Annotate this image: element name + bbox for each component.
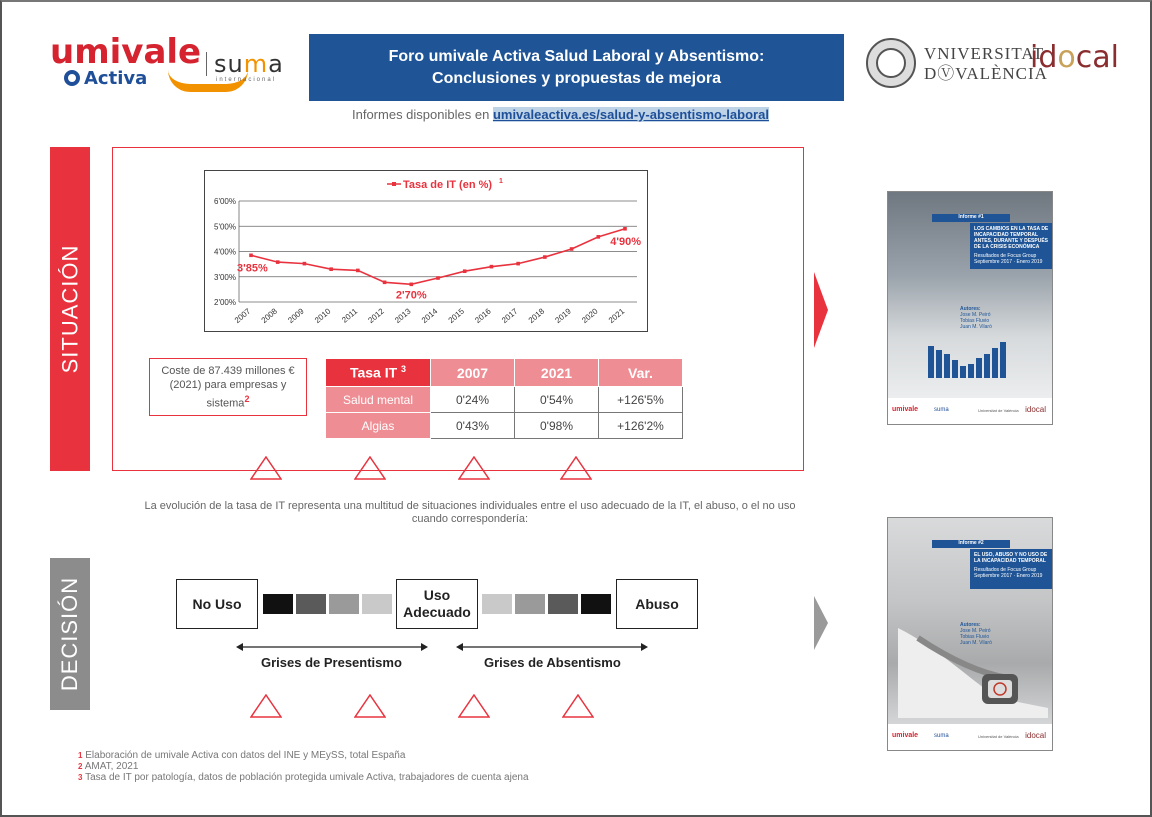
it-pathology-table bbox=[325, 358, 683, 439]
idocal-post: cal bbox=[1075, 40, 1119, 75]
gray-square bbox=[581, 594, 611, 614]
chart-x-tick-label: 2009 bbox=[286, 306, 306, 325]
table-cell: 0'43% bbox=[431, 413, 515, 439]
table-header-row bbox=[326, 359, 683, 387]
chart-data-label: 2'70% bbox=[395, 289, 427, 302]
report-cover-2[interactable] bbox=[887, 517, 1053, 751]
it-rate-chart-svg bbox=[205, 171, 649, 333]
chart-x-tick-label: 2018 bbox=[526, 306, 547, 325]
gray-square bbox=[515, 594, 545, 614]
decision-band bbox=[50, 558, 90, 710]
chart-x-tick-label: 2020 bbox=[580, 306, 600, 325]
chart-title-sup: 1 bbox=[499, 178, 503, 185]
footnote-text: AMAT, 2021 bbox=[84, 761, 139, 772]
abuso-box: Abuso bbox=[616, 579, 698, 629]
umivale-logo-text: umivale bbox=[50, 32, 202, 72]
chart-y-tick-label: 2'00% bbox=[214, 298, 236, 307]
page-title-line2: Conclusiones y propuestas de mejora bbox=[432, 69, 721, 87]
cover-2-suma: suma bbox=[934, 733, 949, 739]
cover-1-author: Tobias Fluvio bbox=[960, 318, 990, 324]
cover-1-author: Jose M. Peiró bbox=[960, 312, 991, 318]
footnotes bbox=[78, 750, 529, 783]
cover-2-sub: Resultados de Focus Group Septiembre 2017 · Enero 2019 bbox=[974, 567, 1043, 579]
chart-data-point bbox=[436, 276, 440, 280]
cover-2-title: EL USO, ABUSO Y NO USO DE LA INCAPACIDAD TEMPORAL bbox=[974, 552, 1048, 564]
chart-x-tick-label: 2014 bbox=[419, 306, 440, 325]
table-cell: 0'54% bbox=[515, 387, 599, 413]
chart-series-line bbox=[251, 229, 625, 285]
red-arrow-icon bbox=[814, 272, 828, 348]
cover-2-umivale: umivale bbox=[892, 732, 919, 739]
universitat-valencia-seal-icon bbox=[866, 38, 916, 88]
cover-1-suma: suma bbox=[934, 407, 949, 413]
cover-1-footer bbox=[888, 398, 1052, 424]
informes-line bbox=[352, 107, 769, 122]
it-rate-chart bbox=[204, 170, 648, 332]
decision-label: DECISIÓN bbox=[57, 576, 83, 692]
suma-logo-subtitle: internacional bbox=[216, 77, 277, 83]
cover-2-title-box bbox=[970, 549, 1053, 589]
situacion-band bbox=[50, 147, 90, 471]
chart-data-point bbox=[356, 269, 360, 273]
grises-absentismo-label: Grises de Absentismo bbox=[484, 655, 621, 670]
footnote bbox=[78, 761, 529, 772]
activa-logo-text: Activa bbox=[84, 68, 148, 89]
table-row-label: Algias bbox=[326, 413, 431, 439]
footnote-text: Tasa de IT por patología, datos de población protegida umivale Activa, trabajadores de cuenta ajena bbox=[85, 772, 529, 783]
chart-data-point bbox=[303, 262, 307, 266]
uso-adecuado-box bbox=[396, 579, 478, 629]
coste-sup: 2 bbox=[244, 394, 250, 404]
uso-adecuado-line1: Uso bbox=[423, 587, 451, 603]
cover-1-title-box bbox=[970, 223, 1053, 269]
cover-1-uv: Universitat de València bbox=[978, 408, 1019, 413]
chart-data-point bbox=[570, 247, 574, 251]
footnote-text: Elaboración de umivale Activa con datos del INE y MEySS, total España bbox=[85, 750, 406, 761]
table-header-sup: 3 bbox=[401, 364, 407, 375]
chart-y-tick-label: 3'00% bbox=[214, 272, 236, 282]
report-cover-1[interactable] bbox=[887, 191, 1053, 425]
cover-2-idocal: idocal bbox=[1025, 731, 1046, 740]
cover-1-tag: Informe #1 bbox=[932, 214, 1010, 222]
table-row bbox=[326, 387, 683, 413]
chart-data-point bbox=[249, 253, 253, 257]
coste-line2: (2021) para empresas y bbox=[169, 379, 287, 391]
cover-2-author: Juan M. Vilaró bbox=[960, 640, 992, 646]
chart-data-point bbox=[383, 281, 387, 285]
chart-x-tick-label: 2019 bbox=[553, 306, 573, 325]
table-row bbox=[326, 413, 683, 439]
coste-line1: Coste de 87.439 millones € bbox=[161, 365, 295, 377]
coste-line3: sistema bbox=[206, 397, 245, 410]
chart-x-tick-label: 2010 bbox=[313, 306, 333, 325]
informes-text: Informes disponibles en bbox=[352, 107, 490, 122]
suma-logo-m: m bbox=[243, 50, 269, 78]
cover-1-title: LOS CAMBIOS EN LA TASA DE INCAPACIDAD TEMPORAL ANTES, DURANTE Y DESPUÉS DE LA CRISIS ECONÓMICA bbox=[974, 226, 1049, 250]
chart-x-tick-label: 2007 bbox=[232, 306, 253, 325]
footnote bbox=[78, 772, 529, 783]
chart-title: Tasa de IT (en %) bbox=[403, 179, 493, 191]
table-cell: +126'5% bbox=[599, 387, 683, 413]
chart-x-tick-label: 2013 bbox=[393, 306, 413, 325]
cover-2-alarm-clock-photo-icon bbox=[898, 618, 1048, 718]
middle-text-line2: cuando correspondería: bbox=[411, 513, 529, 525]
table-header-tasa bbox=[326, 359, 431, 387]
uso-adecuado-line2: Adecuado bbox=[403, 604, 471, 620]
suma-logo bbox=[214, 50, 284, 78]
chart-x-tick-label: 2021 bbox=[606, 306, 627, 325]
chart-y-tick-label: 5'00% bbox=[214, 222, 236, 232]
activa-logo-mark bbox=[64, 70, 80, 86]
cover-1-sub: Resultados de Focus Group Septiembre 2017 · Enero 2019 bbox=[974, 253, 1043, 265]
logo-separator bbox=[206, 52, 207, 76]
chart-data-label: 3'85% bbox=[237, 262, 268, 275]
idocal-logo bbox=[1030, 40, 1119, 75]
cover-1-authors-label: Autores: bbox=[960, 306, 981, 312]
cover-1-author: Juan M. Vilaró bbox=[960, 324, 992, 330]
gray-square bbox=[482, 594, 512, 614]
middle-description bbox=[120, 500, 820, 526]
chart-x-tick-label: 2011 bbox=[340, 306, 360, 325]
chart-data-label: 4'90% bbox=[610, 235, 641, 248]
chart-data-point bbox=[329, 267, 333, 271]
table-header-var: Var. bbox=[599, 359, 683, 387]
umivale-activa-logo bbox=[50, 30, 202, 90]
uv-line2: DⓋVALÈNCIA bbox=[924, 64, 1048, 83]
no-uso-box: No Uso bbox=[176, 579, 258, 629]
cover-1-bar-chart-icon bbox=[928, 340, 1012, 380]
situacion-label: SITUACIÓN bbox=[57, 244, 83, 374]
table-header-2007: 2007 bbox=[431, 359, 515, 387]
grises-presentismo-label: Grises de Presentismo bbox=[261, 655, 402, 670]
gray-square bbox=[296, 594, 326, 614]
chart-x-tick-label: 2008 bbox=[259, 306, 279, 325]
table-cell: 0'98% bbox=[515, 413, 599, 439]
middle-text-line1: La evolución de la tasa de IT representa una multitud de situaciones individuales entre el uso adecuado de la IT, el abuso, o el no uso bbox=[144, 500, 796, 512]
gray-square bbox=[263, 594, 293, 614]
footnote-num: 3 bbox=[78, 773, 83, 782]
cover-2-uv: Universitat de València bbox=[978, 734, 1019, 739]
chart-data-point bbox=[490, 265, 494, 269]
coste-box bbox=[149, 358, 307, 416]
gray-square bbox=[329, 594, 359, 614]
page-title bbox=[309, 34, 844, 101]
suma-logo-prefix: su bbox=[214, 50, 244, 78]
gray-arrow-icon bbox=[814, 596, 828, 650]
table-cell: +126'2% bbox=[599, 413, 683, 439]
uv-line1: VNIVERSITAT bbox=[924, 44, 1045, 63]
page-title-line1: Foro umivale Activa Salud Laboral y Absentismo: bbox=[388, 47, 765, 65]
suma-logo-suffix: a bbox=[268, 50, 284, 78]
cover-2-author: Jose M. Peiró bbox=[960, 628, 991, 634]
cover-1-idocal: idocal bbox=[1025, 405, 1046, 414]
cover-2-author: Tobias Fluvio bbox=[960, 634, 990, 640]
chart-x-tick-label: 2017 bbox=[500, 306, 520, 325]
table-header-2021: 2021 bbox=[515, 359, 599, 387]
chart-data-point bbox=[276, 260, 280, 264]
footnote-num: 2 bbox=[78, 762, 83, 771]
table-header-tasa-text: Tasa IT bbox=[349, 364, 398, 381]
chart-data-point bbox=[596, 235, 600, 239]
chart-x-tick-label: 2016 bbox=[473, 306, 493, 325]
coste-line3-wrap bbox=[150, 392, 306, 411]
footnote-num: 1 bbox=[78, 751, 83, 760]
idocal-o: o bbox=[1057, 40, 1076, 75]
chart-y-tick-label: 4'00% bbox=[214, 247, 236, 257]
cover-2-authors-label: Autores: bbox=[960, 622, 981, 628]
gray-square bbox=[548, 594, 578, 614]
informes-link[interactable]: umivaleactiva.es/salud-y-absentismo-laboral bbox=[492, 107, 769, 122]
cover-2-footer bbox=[888, 724, 1052, 750]
footnote bbox=[78, 750, 529, 761]
chart-data-point bbox=[409, 283, 413, 287]
chart-data-point bbox=[516, 262, 520, 266]
idocal-pre: id bbox=[1030, 40, 1058, 75]
chart-data-point bbox=[623, 227, 627, 231]
chart-data-point bbox=[463, 269, 467, 273]
chart-x-tick-label: 2015 bbox=[446, 306, 466, 325]
chart-y-tick-label: 6'00% bbox=[214, 197, 236, 206]
table-row-label: Salud mental bbox=[326, 387, 431, 413]
gray-square bbox=[362, 594, 392, 614]
chart-x-tick-label: 2012 bbox=[366, 306, 386, 325]
cover-2-tag: Informe #2 bbox=[932, 540, 1010, 548]
chart-data-point bbox=[543, 255, 547, 259]
table-cell: 0'24% bbox=[431, 387, 515, 413]
cover-1-umivale: umivale bbox=[892, 406, 919, 413]
cover-1-authors bbox=[960, 306, 992, 330]
chart-legend-marker bbox=[392, 182, 396, 186]
